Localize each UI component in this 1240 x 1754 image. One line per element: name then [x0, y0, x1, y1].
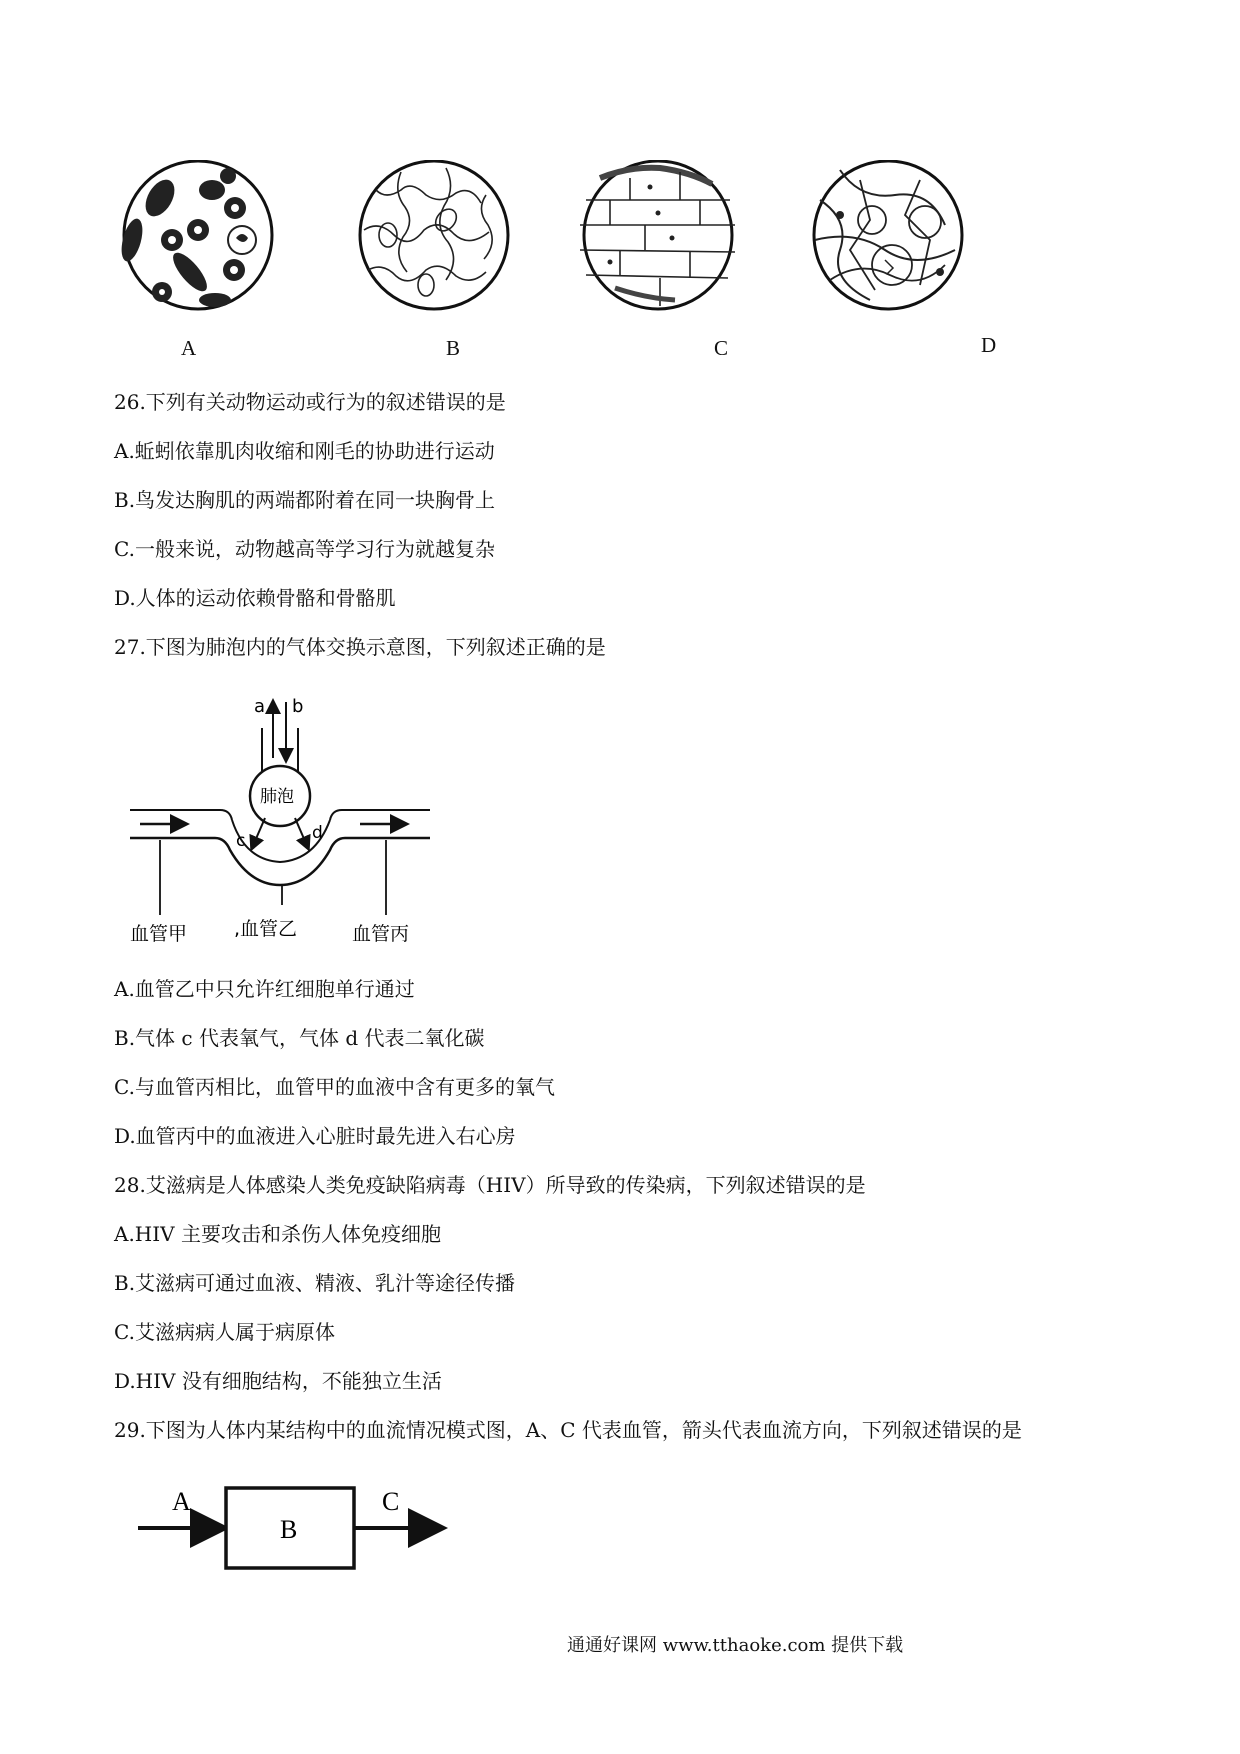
arrow-c	[252, 818, 265, 848]
question-27-option-d: D.血管丙中的血液进入心脏时最先进入右心房	[114, 1124, 516, 1148]
flow-label-c: C	[382, 1487, 400, 1516]
label-c: c	[236, 831, 246, 851]
question-28-option-c: C.艾滋病病人属于病原体	[114, 1320, 335, 1344]
question-26-option-a: A.蚯蚓依靠肌肉收缩和刚毛的协助进行运动	[114, 439, 495, 463]
question-26-option-d: D.人体的运动依赖骨骼和骨骼肌	[114, 586, 396, 610]
circle-a-blood-cells	[118, 161, 272, 309]
label-b: b	[292, 696, 304, 717]
question-27-option-b: B.气体 c 代表氧气，气体 d 代表二氧化碳	[114, 1026, 485, 1050]
label-a: a	[254, 696, 266, 717]
figure-label-c: C	[714, 336, 729, 360]
question-28-option-a: A.HIV 主要攻击和杀伤人体免疫细胞	[114, 1222, 441, 1246]
question-28-stem: 28.艾滋病是人体感染人类免疫缺陷病毒（HIV）所导致的传染病，下列叙述错误的是	[114, 1173, 866, 1197]
label-vessel-jia: 血管甲	[130, 923, 188, 945]
figure-label-d: D	[981, 333, 997, 357]
circle-d-tissue-network	[814, 161, 962, 309]
question-28-option-d: D.HIV 没有细胞结构，不能独立生活	[114, 1369, 442, 1393]
label-vessel-yi: ,血管乙	[234, 918, 298, 940]
figure-label-a: A	[181, 336, 197, 360]
arrow-d	[295, 818, 308, 848]
question-26-stem: 26.下列有关动物运动或行为的叙述错误的是	[114, 390, 506, 414]
blood-flow-diagram	[130, 1480, 460, 1580]
question-27-stem: 27.下图为肺泡内的气体交换示意图，下列叙述正确的是	[114, 635, 606, 659]
question-26-option-b: B.鸟发达胸肌的两端都附着在同一块胸骨上	[114, 488, 496, 512]
page-footer: 通通好课网 www.tthaoke.com 提供下载	[567, 1635, 904, 1656]
vessel-top-left-line	[130, 810, 232, 820]
question-29-stem: 29.下图为人体内某结构中的血流情况模式图，A、C 代表血管，箭头代表血流方向，下列叙述错误的是	[114, 1418, 1022, 1442]
circle-b-leaf-epidermis	[360, 161, 508, 309]
label-vessel-bing: 血管丙	[352, 923, 410, 945]
figure-label-b: B	[446, 336, 461, 360]
question-27-option-c: C.与血管丙相比，血管甲的血液中含有更多的氧气	[114, 1075, 555, 1099]
flow-label-b: B	[280, 1515, 298, 1544]
flow-label-a: A	[172, 1487, 191, 1516]
circle-c-onion-cells	[580, 161, 735, 309]
label-alveolus: 肺泡	[260, 787, 294, 807]
microscope-circles	[110, 160, 1090, 340]
label-d: d	[312, 823, 323, 843]
question-28-option-b: B.艾滋病可通过血液、精液、乳汁等途径传播	[114, 1271, 516, 1295]
question-26-option-c: C.一般来说，动物越高等学习行为就越复杂	[114, 537, 495, 561]
alveolus-gas-exchange-diagram	[120, 690, 440, 950]
question-27-option-a: A.血管乙中只允许红细胞单行通过	[114, 977, 415, 1001]
vessel-top-right-line	[330, 810, 430, 820]
